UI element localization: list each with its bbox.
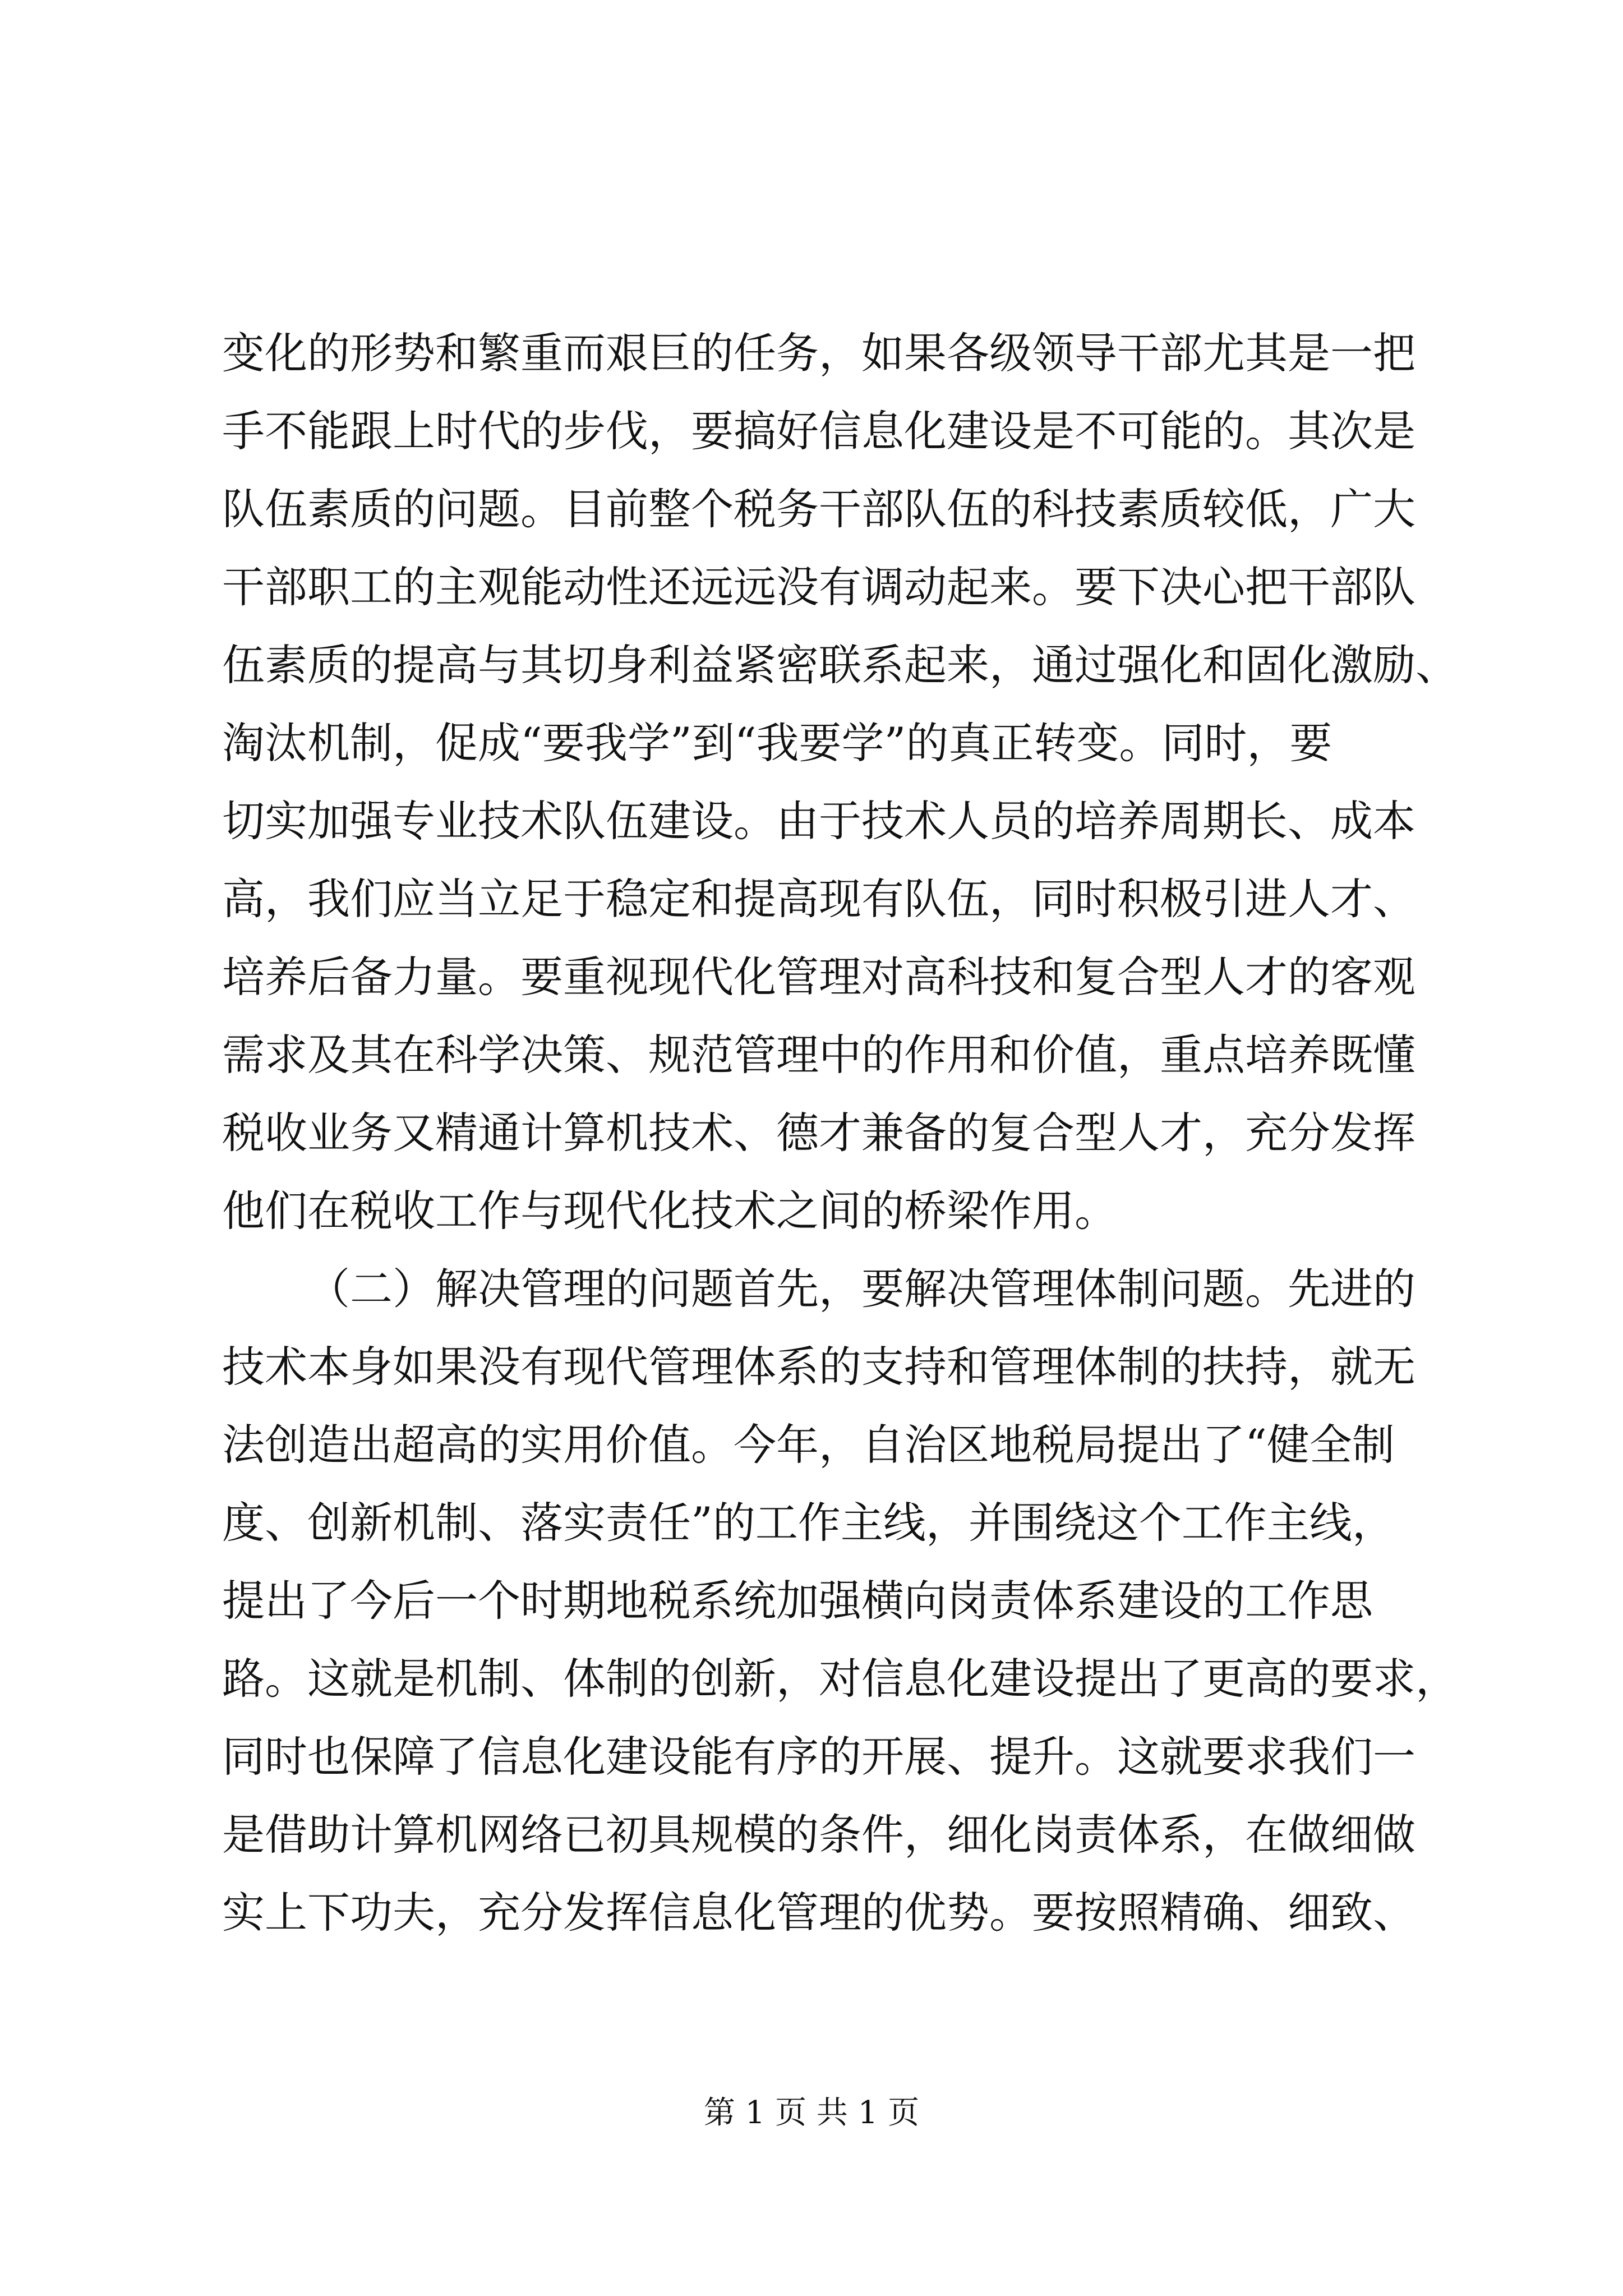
text-line: 他们在税收工作与现代化技术之间的桥梁作用。 [222,1186,1117,1236]
page-number-footer: 第 1 页 共 1 页 [703,2095,920,2131]
text-line: （二）解决管理的问题首先，要解决管理体制问题。先进的 [307,1264,1415,1314]
text-line: 变化的形势和繁重而艰巨的任务，如果各级领导干部尤其是一把 [222,328,1415,378]
text-line: 实上下功夫，充分发挥信息化管理的优势。要按照精确、细致、 [222,1888,1415,1938]
text-line: 需求及其在科学决策、规范管理中的作用和价值，重点培养既懂 [222,1030,1415,1080]
text-line: 伍素质的提高与其切身利益紧密联系起来，通过强化和固化激励、 [222,640,1458,690]
text-line: 高，我们应当立足于稳定和提高现有队伍，同时积极引进人才、 [222,874,1415,924]
text-line: 是借助计算机网络已初具规模的条件，细化岗责体系，在做细做 [222,1810,1415,1860]
text-line: 提出了今后一个时期地税系统加强横向岗责体系建设的工作思 [222,1576,1373,1626]
text-line: 度、创新机制、落实责任”的工作主线，并围绕这个工作主线， [222,1498,1395,1548]
text-line: 法创造出超高的实用价值。今年，自治区地税局提出了“健全制 [222,1420,1395,1470]
text-line: 税收业务又精通计算机技术、德才兼备的复合型人才，充分发挥 [222,1108,1415,1158]
text-line: 队伍素质的问题。目前整个税务干部队伍的科技素质较低，广大 [222,484,1415,534]
text-line: 切实加强专业技术队伍建设。由于技术人员的培养周期长、成本 [222,796,1415,846]
text-line: 技术本身如果没有现代管理体系的支持和管理体制的扶持，就无 [222,1342,1415,1392]
text-line: 同时也保障了信息化建设能有序的开展、提升。这就要求我们一 [222,1732,1415,1782]
text-line: 干部职工的主观能动性还远远没有调动起来。要下决心把干部队 [222,562,1415,612]
text-line: 淘汰机制，促成“要我学”到“我要学”的真正转变。同时，要 [222,718,1332,768]
text-line: 路。这就是机制、体制的创新，对信息化建设提出了更高的要求， [222,1654,1458,1704]
text-line: 手不能跟上时代的步伐，要搞好信息化建设是不可能的。其次是 [222,406,1415,456]
text-line: 培养后备力量。要重视现代化管理对高科技和复合型人才的客观 [222,952,1415,1002]
